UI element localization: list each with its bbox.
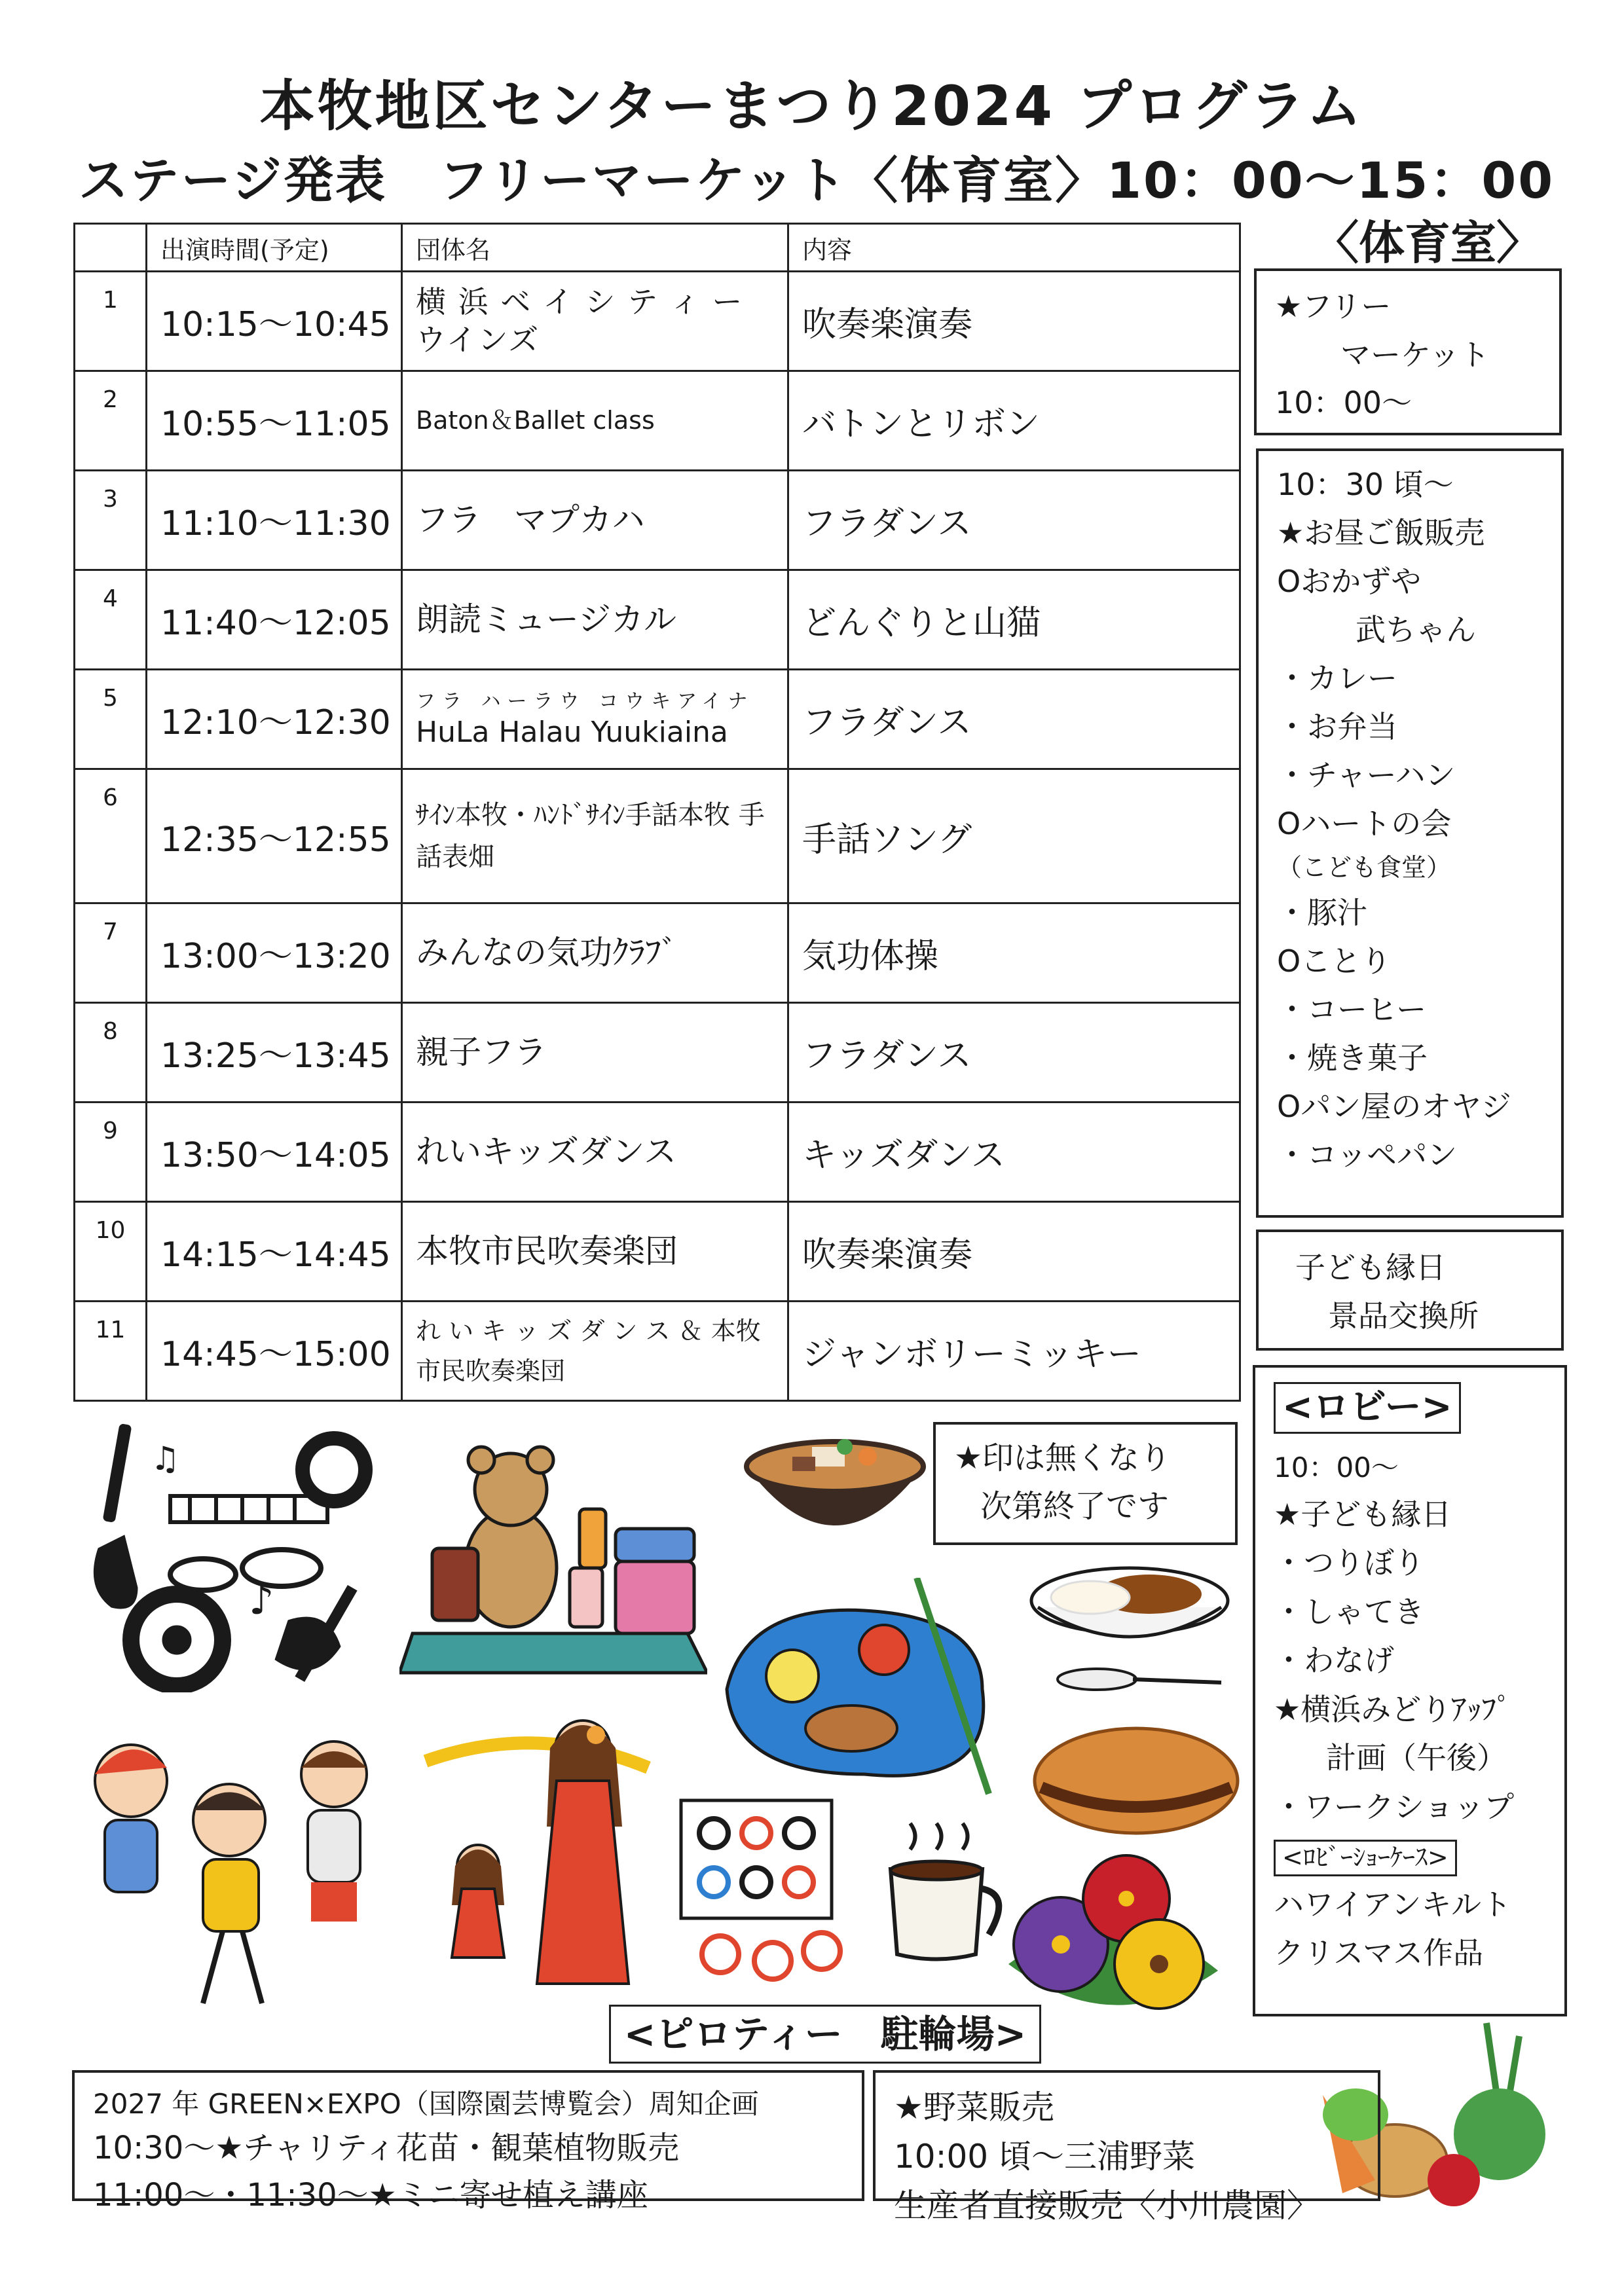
lunch-item: ・チャーハン [1277,757,1456,793]
row-content: 吹奏楽演奏 [788,1202,1240,1302]
row-number: 5 [75,670,147,769]
row-group: 親子フラ [402,1003,788,1102]
lobby-showcase-tag: <ﾛﾋﾞｰｼｮｰｹｰｽ> [1274,1840,1457,1876]
row-number: 1 [75,272,147,371]
row-group [402,670,788,769]
prize-box [1256,1230,1564,1351]
lobby-heading: <ロビー> [1274,1382,1461,1434]
lunch-time: 10：30 頃～ [1277,467,1454,502]
row-content: 吹奏楽演奏 [788,272,1240,371]
flea-time: 10：00～ [1275,385,1412,421]
svg-text:♫: ♫ [151,1440,180,1478]
gym-heading: 〈体育室〉 [1313,216,1542,270]
svg-text:♪: ♪ [249,1578,274,1624]
lunch-item: ・お弁当 [1277,709,1397,745]
table-header-row [75,224,1240,272]
table-row [75,670,1240,769]
table-row [75,371,1240,471]
row-number: 3 [75,471,147,570]
lobby-item: ・しゃてき [1274,1594,1424,1630]
row-group: 朗読ミュージカル [402,570,788,670]
row-group: Baton＆Ballet class [402,371,788,471]
row-content: キッズダンス [788,1102,1240,1202]
lunch-item: 武ちゃん [1356,612,1476,648]
lunch-item: ・焼き菓子 [1277,1040,1428,1076]
row-time: 11:40～12:05 [147,570,402,670]
row-time: 14:45～15:00 [147,1302,402,1401]
notice-line2: 次第終了です [980,1488,1170,1525]
row-content: 気功体操 [788,903,1240,1003]
row-content: フラダンス [788,471,1240,570]
row-time: 10:15～10:45 [147,272,402,371]
row-number: 9 [75,1102,147,1202]
table-row [75,1202,1240,1302]
row-time: 11:10～11:30 [147,471,402,570]
soup-bowl-illustration [740,1421,930,1571]
flea-market-illustration [399,1437,707,1679]
table-row [75,570,1240,670]
lunch-item: Oパン屋のオヤジ [1277,1088,1511,1124]
table-row [75,1102,1240,1202]
program-table [73,223,1241,1402]
lunch-item: ・カレー [1277,661,1397,697]
flea-line1: ★フリー [1275,289,1392,324]
expo-line3: 11:00～・11:30～★ミニ寄せ植え講座 [93,2177,648,2214]
vegetable-line2: 10:00 頃～三浦野菜 [894,2138,1195,2176]
notice-line1: ★印は無くなり [954,1440,1172,1476]
koppepan-bread-illustration [1028,1715,1244,1846]
table-row [75,769,1240,903]
row-content: どんぐりと山猫 [788,570,1240,670]
row-content: フラダンス [788,670,1240,769]
curry-plate-illustration [1025,1561,1234,1699]
lobby-item: ・つりぼり [1274,1545,1424,1581]
vegetable-sale-box [873,2070,1380,2225]
prize-line1: 子ども縁日 [1295,1250,1446,1285]
lobby-showcase-item: ハワイアンキルト [1274,1886,1511,1922]
row-time: 14:15～14:45 [147,1202,402,1302]
expo-line2: 10:30～★チャリティ花苗・観葉植物販売 [93,2130,680,2166]
pilotis-heading: <ピロティー 駐輪場> [609,2005,1041,2064]
vegetable-line1: ★野菜販売 [894,2088,1054,2126]
lunch-item: （こども食堂） [1277,853,1452,883]
row-time: 13:25～13:45 [147,1003,402,1102]
row-group: れ い キ ッ ズ ダ ン ス ＆ 本牧市民吹奏楽団 [402,1302,788,1401]
page-subtitle: ステージ発表 フリーマーケット〈体育室〉10：00～15：00 [79,151,1555,210]
coffee-cup-illustration [884,1810,1015,1967]
row-number: 11 [75,1302,147,1401]
table-row [75,272,1240,371]
flea-market-box [1254,268,1562,435]
row-group: ｻｲﾝ本牧・ﾊﾝﾄﾞｻｲﾝ手話本牧 手話表畑 [402,769,788,903]
row-number: 7 [75,903,147,1003]
prize-line2: 景品交換所 [1328,1298,1479,1334]
notice-box [933,1422,1238,1545]
header-time: 出演時間(予定) [147,224,402,272]
row-content: フラダンス [788,1003,1240,1102]
lobby-item: ・ワークショップ [1274,1789,1515,1825]
row-number: 2 [75,371,147,471]
header-no [75,224,147,272]
lunch-item: ・コッペパン [1277,1137,1458,1173]
row-time: 10:55～11:05 [147,371,402,471]
row-number: 6 [75,769,147,903]
row-time: 13:50～14:05 [147,1102,402,1202]
row-number: 8 [75,1003,147,1102]
lobby-time: 10：00～ [1274,1451,1399,1484]
lobby-item: ・わなげ [1274,1643,1394,1679]
expo-line1: 2027 年 GREEN×EXPO（国際園芸博覧会）周知企画 [93,2088,759,2120]
lunch-title: ★お昼ご飯販売 [1277,515,1485,551]
row-group: 横 浜 ベ イ シ テ ィ ー ウインズ [402,272,788,371]
header-group: 団体名 [402,224,788,272]
page-title: 本牧地区センターまつり2024 プログラム [259,74,1365,138]
row-time: 12:35～12:55 [147,769,402,903]
lobby-showcase-item: クリスマス作品 [1274,1935,1484,1971]
row-time: 12:10～12:30 [147,670,402,769]
vegetable-line3: 生産者直接販売〈小川農園〉 [894,2187,1320,2225]
lobby-item: ★横浜みどりｱｯﾌﾟ [1274,1691,1512,1727]
table-row [75,1302,1240,1401]
kids-dancing-illustration [72,1728,393,2016]
lunch-box [1256,448,1564,1218]
ring-toss-illustration [668,1794,864,1984]
lunch-item: ・コーヒー [1277,991,1427,1027]
lunch-item: Oハートの会 [1277,806,1452,842]
row-content: 手話ソング [788,769,1240,903]
table-row [75,471,1240,570]
header-content: 内容 [788,224,1240,272]
lobby-item: ★子ども縁日 [1274,1496,1452,1532]
row-content: バトンとリボン [788,371,1240,471]
hula-dancers-illustration [419,1709,655,2003]
lobby-box [1253,1365,1567,2016]
lunch-item: Oおかずや [1277,564,1422,600]
flea-line2: マーケット [1340,337,1490,373]
expo-box [72,2070,864,2214]
row-group-name: HuLa Halau Yuukiaina [416,715,728,749]
lunch-item: Oことり [1277,943,1392,979]
row-content: ジャンボリーミッキー [788,1302,1240,1401]
lunch-item: ・豚汁 [1277,894,1367,930]
music-instruments-illustration [72,1417,386,1692]
row-time: 13:00～13:20 [147,903,402,1003]
row-group: フラ マプカハ [402,471,788,570]
row-group: 本牧市民吹奏楽団 [402,1202,788,1302]
row-group: みんなの気功ｸﾗﾌﾞ [402,903,788,1003]
row-number: 4 [75,570,147,670]
table-row [75,1003,1240,1102]
row-number: 10 [75,1202,147,1302]
fishing-pond-illustration [720,1578,1002,1800]
row-group-reading: フラ ハーラウ コウキアイナ [416,689,754,713]
lobby-item: 計画（午後） [1326,1740,1507,1776]
row-group: れいキッズダンス [402,1102,788,1202]
table-row [75,903,1240,1003]
